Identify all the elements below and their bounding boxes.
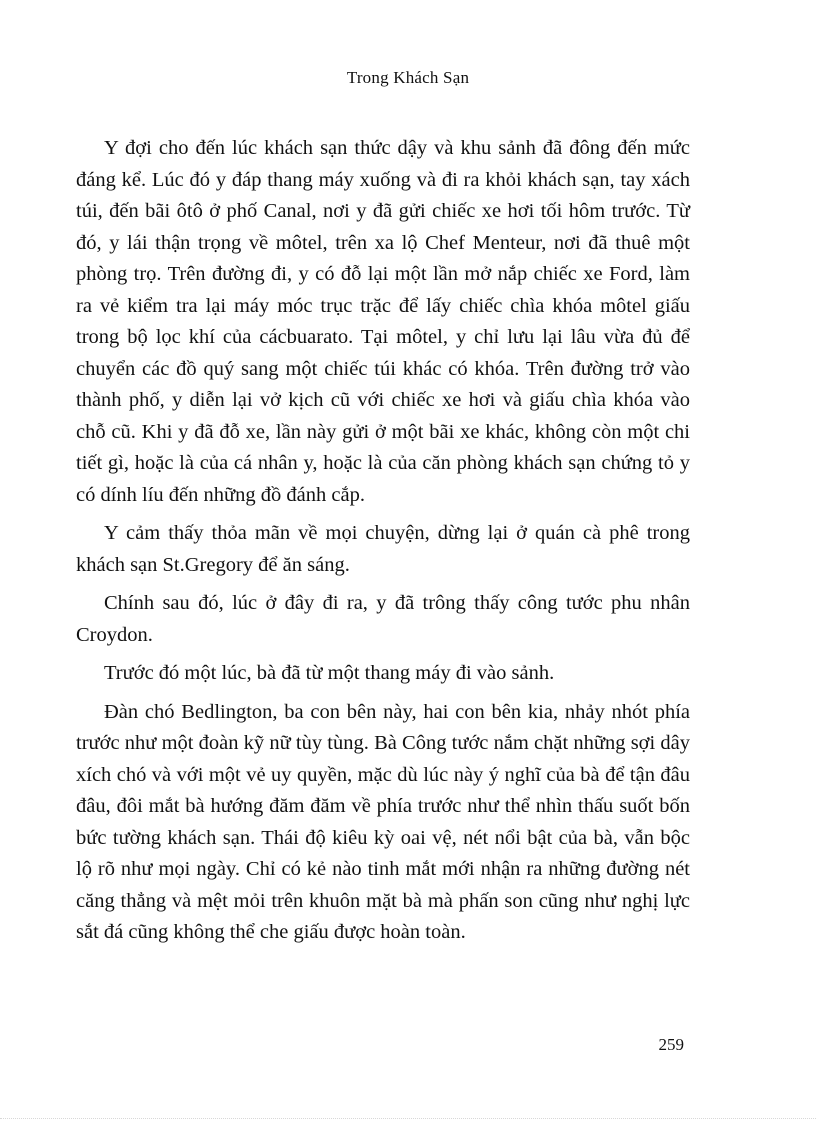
paragraph: Y cảm thấy thỏa mãn về mọi chuyện, dừng lại ở quán cà phê trong khách sạn St.Gregory để ăn sáng.	[76, 522, 690, 576]
page-number: 259	[658, 1035, 684, 1054]
paragraph: Trước đó một lúc, bà đã từ một thang máy đi vào sảnh.	[104, 662, 555, 684]
bottom-divider	[0, 1118, 816, 1119]
body-text	[76, 133, 690, 956]
running-header: Trong Khách Sạn	[346, 68, 470, 87]
paragraph: Y đợi cho đến lúc khách sạn thức dậy và khu sảnh đã đông đến mức đáng kể. Lúc đó y đáp thang máy xuống và đi ra khỏi khách sạn, tay xách túi, đến bãi ôtô ở phố Canal, nơi y đã gửi chiếc xe hơi tối hôm trước. Từ đó, y lái thận trọng về môtel, trên xa lộ Chef Menteur, nơi đã thuê một phòng trọ. Trên đường đi, y có đỗ lại một lần mở nắp chiếc xe Ford, làm ra vẻ kiểm tra lại máy móc trục trặc để lấy chiếc chìa khóa môtel giấu trong bộ lọc khí của cácbuarato. Tại môtel, y chỉ lưu lại lâu vừa đủ để chuyển các đồ quý sang một chiếc túi khác có khóa. Trên đường trở vào thành phố, y diễn lại vở kịch cũ với chiếc xe hơi và giấu chìa khóa vào chỗ cũ. Khi y đã đỗ xe, lần này gửi ở một bãi xe khác, không còn một chi tiết gì, hoặc là của cá nhân y, hoặc là của căn phòng khách sạn chứng tỏ y có dính líu đến những đồ đánh cắp.	[76, 137, 690, 506]
paragraph: Chính sau đó, lúc ở đây đi ra, y đã trông thấy công tước phu nhân Croydon.	[76, 592, 690, 646]
paragraph: Đàn chó Bedlington, ba con bên này, hai con bên kia, nhảy nhót phía trước như một đoàn kỹ nữ tùy tùng. Bà Công tước nắm chặt những sợi dây xích chó và với một vẻ uy quyền, mặc dù lúc này ý nghĩ của bà để tận đâu đâu, đôi mắt bà hướng đăm đăm về phía trước như thể nhìn thấu suốt bốn bức tường khách sạn. Thái độ kiêu kỳ oai vệ, nét nổi bật của bà, vẫn bộc lộ rõ như mọi ngày. Chỉ có kẻ nào tinh mắt mới nhận ra những đường nét căng thẳng và mệt mỏi trên khuôn mặt bà mà phấn son cũng như nghị lực sắt đá cũng không thể che giấu được hoàn toàn.	[76, 700, 690, 943]
